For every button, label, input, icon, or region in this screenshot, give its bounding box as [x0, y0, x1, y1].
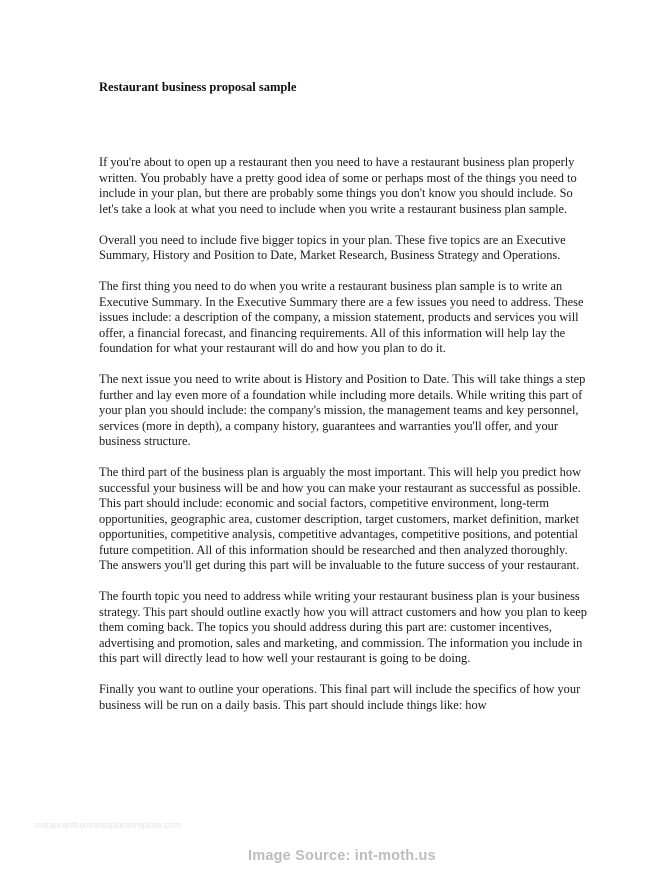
paragraph-executive-summary: The first thing you need to do when you write a restaurant business plan sample is to write an Executive Summary. In the Executive Summary there are a few issues you need to address. These issues include: a description of the company, a mission statement, products and services you will offer, a financial forecast, and financing requirements. All of this information will help lay the foundation for what your restaurant will do and how you plan to do it. — [99, 279, 584, 355]
paragraph-market-research: The third part of the business plan is arguably the most important. This will help you predict how successful your business will be and how you can make your restaurant as successful as possible. This part should include: economic and social factors, competitive environment, long-term opportunities, geographic area, customer description, target customers, market definition, market opportunities, competitive analysis, competitive advantages, competitive positions, and potential future competition. All of this information should be researched and then analyzed thoroughly. The answers you'll get during this part will be invaluable to the future success of your restaurant. — [99, 465, 582, 572]
document-title: Restaurant business proposal sample — [99, 80, 297, 94]
paragraph-history: The next issue you need to write about is History and Position to Date. This will take things a step further and lay even more of a foundation while including more details. While writing this part of your plan you should include: the company's mission, the management teams and key personnel, services (more in depth), a company history, guarantees and warranties you'll offer, and your business structure. — [99, 372, 586, 448]
faint-watermark: restaurantbusinessplantemplate.com — [34, 820, 182, 830]
paragraph-overview: Overall you need to include five bigger topics in your plan. These five topics are an Executive Summary, History and Position to Date, Market Research, Business Strategy and Operations. — [99, 232, 566, 262]
paragraph-operations: Finally you want to outline your operations. This final part will include the specifics of how your business will be run on a daily basis. This part should include things like: how — [99, 682, 581, 712]
paragraph-business-strategy: The fourth topic you need to address while writing your restaurant business plan is your business strategy. This part should outline exactly how you will attract customers and how you plan to keep them coming back. The topics you should address during this part are: customer incentives, advertising and promotion, sales and marketing, and commission. The information you include in this part will directly lead to how well your restaurant is going to be doing. — [99, 589, 587, 665]
paragraph-intro: If you're about to open up a restaurant then you need to have a restaurant business plan properly written. You probably have a pretty good idea of some or perhaps most of the things you need to include in your plan, but there are probably some things you don't know you should include. So let's take a look at what you need to include when you write a restaurant business plan sample. — [99, 155, 577, 216]
image-source-watermark: Image Source: int-moth.us — [248, 848, 436, 864]
document-body — [99, 155, 589, 729]
